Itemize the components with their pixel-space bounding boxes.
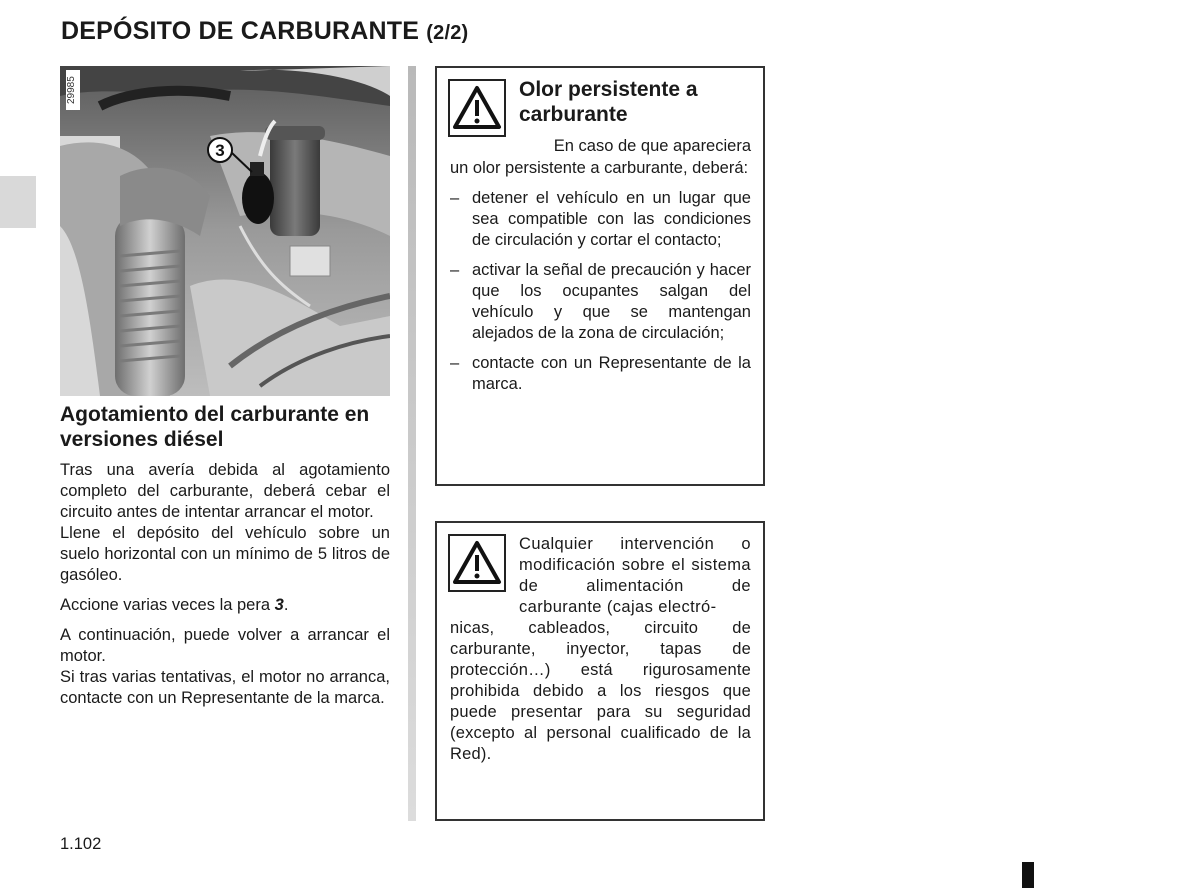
page-title-text: DEPÓSITO DE CARBURANTE bbox=[61, 17, 420, 45]
figure-id: 29985 bbox=[66, 70, 80, 110]
page-title bbox=[61, 17, 468, 46]
list-bullet: – bbox=[450, 189, 460, 207]
list-item bbox=[450, 353, 751, 395]
list-bullet: – bbox=[450, 354, 460, 372]
list-item-text: activar la señal de precaución y hacer que los ocupantes salgan del vehículo y que se mantengan alejados de la zona de circulación; bbox=[472, 261, 751, 342]
list-item-text: detener el vehículo en un lugar que sea compatible con las condiciones de circulación y cortar el contacto; bbox=[472, 189, 751, 249]
warning-box-fuel-smell bbox=[435, 66, 765, 486]
page-part: (2/2) bbox=[426, 22, 469, 44]
action-suffix: . bbox=[283, 596, 289, 614]
paragraph: A continuación, puede volver a arrancar el motor. bbox=[60, 626, 390, 665]
warning-triangle-icon bbox=[448, 534, 506, 592]
warning-body: nicas, cableados, circuito de carburante, inyector, tapas de protección…) está rigurosamente prohibida debido a los riesgos que puede presentar para su seguridad (excepto al personal cualificado de la Red). bbox=[450, 619, 751, 763]
warning-lead: En caso de que apareciera bbox=[553, 137, 751, 155]
warning-triangle-icon bbox=[448, 79, 506, 137]
list-item bbox=[450, 260, 751, 344]
action-paragraph bbox=[60, 595, 390, 616]
callout-label: 3 bbox=[215, 141, 225, 160]
warning-lead: Cualquier intervención o modificación sobre el sistema de alimentación de carburante (cajas electró- bbox=[519, 535, 751, 616]
paragraph: Tras una avería debida al agotamiento completo del carburante, deberá cebar el circuito antes de intentar arrancar el motor. bbox=[60, 461, 390, 521]
paragraph: Si tras varias tentativas, el motor no arranca, contacte con un Representante de la marca. bbox=[60, 668, 390, 707]
section-body bbox=[60, 460, 390, 718]
warning-body bbox=[450, 158, 751, 404]
callout-reference: 3 bbox=[274, 596, 284, 614]
action-prefix: Accione varias veces la pera bbox=[60, 596, 271, 614]
warning-box-modification bbox=[435, 521, 765, 821]
list-bullet: – bbox=[450, 261, 460, 279]
column-divider bbox=[408, 66, 416, 821]
section-heading: Agotamiento del carburante en versiones diésel bbox=[60, 403, 370, 451]
warning-intro: un olor persistente a carburante, deberá: bbox=[450, 159, 749, 177]
engine-bay-photo bbox=[60, 66, 390, 396]
list-item bbox=[450, 188, 751, 251]
engine-bay-illustration bbox=[60, 66, 390, 396]
corner-marker bbox=[1022, 862, 1034, 888]
warning-heading: Olor persistente a carburante bbox=[519, 78, 698, 126]
list-item-text: contacte con un Representante de la marca. bbox=[472, 354, 751, 393]
page-number: 1.102 bbox=[60, 835, 102, 853]
paragraph: Llene el depósito del vehículo sobre un suelo horizontal con un mínimo de 5 litros de gasóleo. bbox=[60, 524, 390, 584]
section-tab bbox=[0, 176, 36, 228]
warning-list bbox=[450, 188, 751, 395]
